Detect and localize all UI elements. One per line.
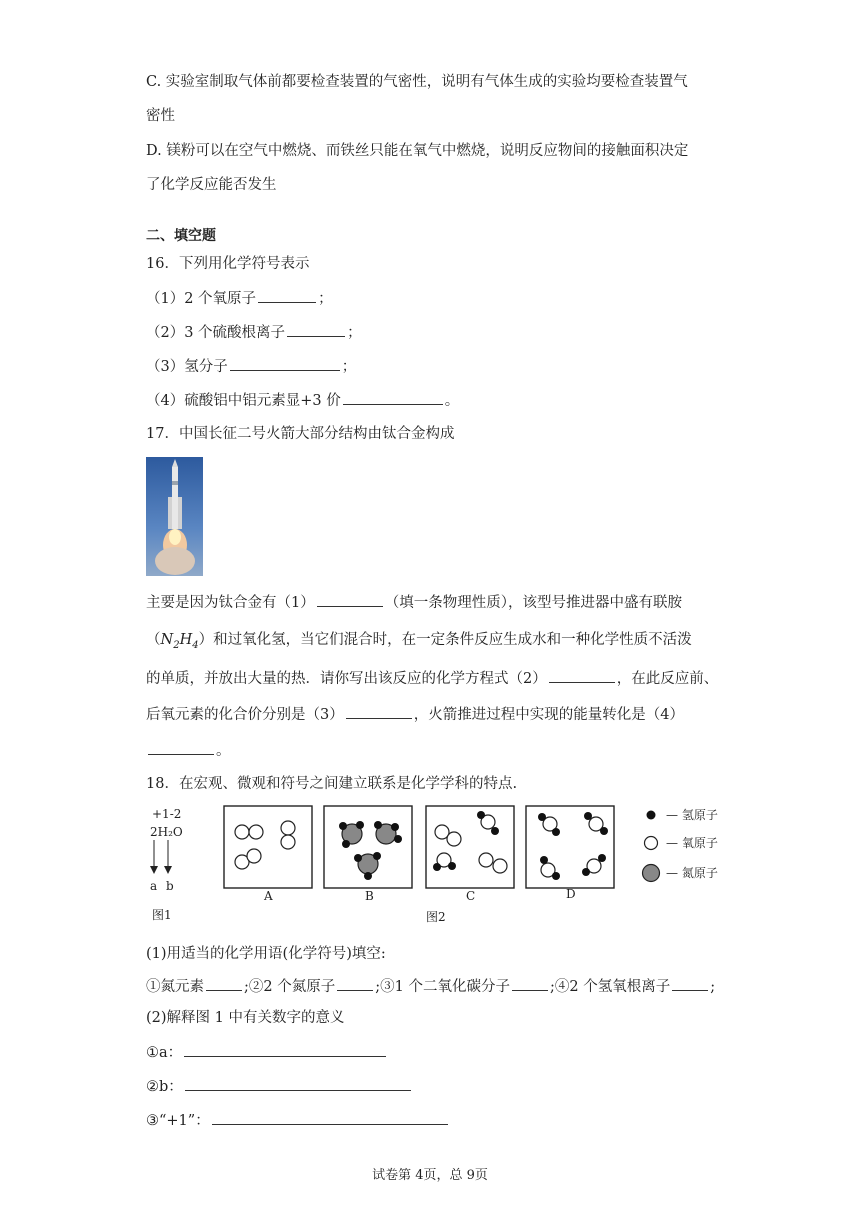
option-c-line1: C. 实验室制取气体前都要检查装置的气密性，说明有气体生成的实验均要检查装置气 <box>146 74 688 90</box>
answer-blank[interactable] <box>212 1110 448 1125</box>
fig1-label-a: a <box>150 879 158 893</box>
answer-blank[interactable] <box>512 976 548 991</box>
q17-para-line4: 后氧元素的化合价分别是（3） ，火箭推进过程中实现的能量转化是（4） <box>146 704 684 725</box>
q18-meaning-a: ①a： <box>146 1042 388 1063</box>
answer-blank[interactable] <box>258 288 316 303</box>
answer-blank[interactable] <box>337 976 373 991</box>
q18-part-1: (1)用适当的化学用语(化学符号)填空: <box>146 946 386 962</box>
q18-part-2: (2)解释图 1 中有关数字的意义 <box>146 1010 345 1026</box>
answer-blank[interactable] <box>317 592 383 607</box>
answer-blank[interactable] <box>206 976 242 991</box>
option-c-line2: 密性 <box>146 108 175 124</box>
answer-blank[interactable] <box>148 740 214 755</box>
rocket-image <box>146 457 203 576</box>
q18-meaning-b: ②b： <box>146 1076 413 1097</box>
legend-nitrogen: — 氮原子 <box>666 866 718 880</box>
fig2-caption: 图2 <box>426 910 446 924</box>
q17-para-line1: 主要是因为钛合金有（1） （填一条物理性质），该型号推进器中盛有联胺 <box>146 592 682 613</box>
q17-para-line2: $(N_2H_4)$和过氧化氢，当它们混合时，在一定条件反应生成水和一种化学性质不活泼 <box>146 632 692 651</box>
hydrazine-formula: $N_2H_4$ <box>160 632 199 651</box>
option-d-line2: 了化学反应能否发生 <box>146 177 277 193</box>
fig1-caption: 图1 <box>152 908 172 922</box>
q16-item-2: （2）3 个硫酸根离子 ； <box>146 322 362 343</box>
q18-meaning-plus1: ③“+1”： <box>146 1110 450 1131</box>
answer-blank[interactable] <box>343 390 443 405</box>
fig1-label-b: b <box>166 879 174 893</box>
box-label-c: C <box>466 889 476 903</box>
q17-para-line5: 。 <box>146 740 231 761</box>
answer-blank[interactable] <box>549 668 615 683</box>
question-17: 17．中国长征二号火箭大部分结构由钛合金构成 <box>146 426 455 442</box>
box-label-a: A <box>264 889 273 903</box>
legend-hydrogen: — 氢原子 <box>666 808 718 822</box>
legend-oxygen: — 氧原子 <box>666 836 718 850</box>
section-heading: 二、填空题 <box>146 228 216 244</box>
box-label-d: D <box>566 887 576 901</box>
q16-item-4: （4）硫酸铝中铝元素显+3 价 。 <box>146 390 459 411</box>
answer-blank[interactable] <box>346 704 412 719</box>
answer-blank[interactable] <box>672 976 708 991</box>
q17-para-line3: 的单质，并放出大量的热．请你写出该反应的化学方程式（2） ，在此反应前、 <box>146 668 718 689</box>
question-16: 16．下列用化学符号表示 <box>146 256 310 272</box>
answer-blank[interactable] <box>184 1042 386 1057</box>
q16-item-1: （1）2 个氧原子 ； <box>146 288 333 309</box>
molecule-figure <box>146 804 736 928</box>
box-label-b: B <box>365 889 374 903</box>
q16-item-3: （3）氢分子 ； <box>146 356 356 377</box>
answer-blank[interactable] <box>287 322 345 337</box>
page-footer: 试卷第 4页，总 9页 <box>372 1168 488 1183</box>
answer-blank[interactable] <box>185 1076 411 1091</box>
option-d-line1: D. 镁粉可以在空气中燃烧、而铁丝只能在氧气中燃烧，说明反应物间的接触面积决定 <box>146 143 689 159</box>
q18-part-1-items: ①氮元素 ;②2 个氮原子 ;③1 个二氧化碳分子 ;④2 个氢氧根离子 ; <box>146 976 715 997</box>
question-18: 18．在宏观、微观和符号之间建立联系是化学学科的特点. <box>146 776 518 792</box>
fig1-valence: +1-2 <box>152 807 182 821</box>
answer-blank[interactable] <box>230 356 340 371</box>
fig1-formula: 2H₂O <box>150 825 183 839</box>
